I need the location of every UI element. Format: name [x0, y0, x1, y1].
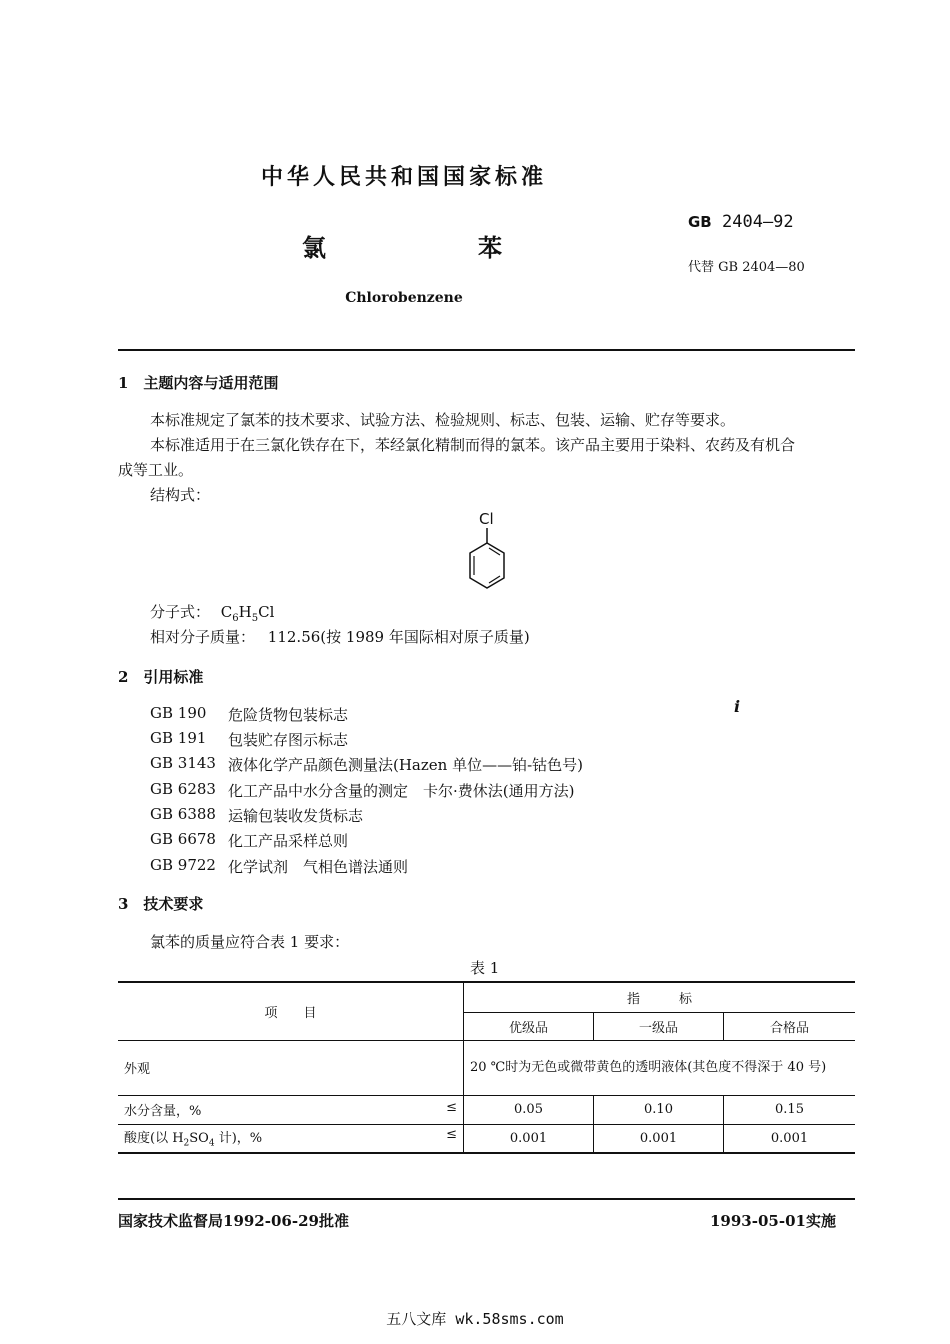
hexagon: [470, 543, 504, 588]
col-index-header: 指 标: [464, 982, 856, 1012]
header-rule: [118, 349, 855, 351]
footer-rule: [118, 1198, 855, 1200]
replaces-note: 代替 GB 2404—80: [688, 260, 805, 275]
title-en: Chlorobenzene: [345, 290, 463, 306]
le-symbol: ≤: [446, 1127, 457, 1143]
standard-title: 中华人民共和国国家标准: [260, 164, 547, 190]
table-caption: 表 1: [470, 959, 500, 977]
approval-note: 国家技术监督局1992-06-29批准: [118, 1212, 349, 1230]
item-water-label: 水分含量，%: [124, 1104, 202, 1119]
water-premium: 0.05: [464, 1095, 594, 1124]
gb-number: 2404—92: [722, 212, 794, 232]
quality-table: [118, 981, 855, 1154]
acidity-premium: 0.001: [464, 1124, 594, 1153]
benzene-ring-diagram: [462, 528, 512, 598]
acidity-first: 0.001: [594, 1124, 724, 1153]
ref-title: 运输包装收发货标志: [228, 807, 364, 825]
table-row: [118, 1040, 855, 1095]
table-row: [118, 1095, 855, 1124]
ref-title: 化学试剂 气相色谱法通则: [228, 858, 409, 876]
mass-value: 112.56(按 1989 年国际相对原子质量): [267, 628, 530, 646]
ref-title: 危险货物包装标志: [228, 706, 349, 724]
mass-label: 相对分子质量：: [150, 628, 256, 646]
formula-value: $C_6H_5Cl$: [220, 603, 275, 624]
section3-intro: 氯苯的质量应符合表 1 要求：: [150, 933, 350, 951]
col-item-header: 项 目: [118, 982, 464, 1040]
structure-label: 结构式：: [150, 486, 211, 504]
ref-title: 化工产品采样总则: [228, 832, 349, 850]
ref-code: GB 190: [150, 704, 207, 722]
ref-title: 化工产品中水分含量的测定 卡尔·费休法(通用方法): [228, 782, 575, 800]
item-acidity: [118, 1124, 464, 1153]
formula-label: 分子式：: [150, 603, 211, 621]
ref-code: GB 3143: [150, 754, 216, 772]
title-cn-char-1: 氯: [302, 233, 326, 262]
item-water: [118, 1095, 464, 1124]
relative-mass: [150, 625, 530, 650]
ref-code: GB 6283: [150, 780, 216, 798]
ref-code: GB 6388: [150, 805, 216, 823]
grade-premium: 优级品: [464, 1012, 594, 1040]
effective-date: 1993-05-01实施: [710, 1212, 836, 1230]
grade-first: 一级品: [594, 1012, 724, 1040]
ref-title: 液体化学产品颜色测量法(Hazen 单位——铂-钴色号): [228, 756, 584, 774]
section3-heading: 3 技术要求: [118, 895, 204, 913]
gb-prefix: GB: [688, 213, 712, 231]
ref-code: GB 191: [150, 729, 207, 747]
grade-qualified: 合格品: [724, 1012, 856, 1040]
item-appearance: 外观: [118, 1040, 464, 1095]
section1-heading: 1 主题内容与适用范围: [118, 374, 279, 392]
section2-heading: 2 引用标准: [118, 668, 204, 686]
le-symbol: ≤: [446, 1100, 457, 1115]
table-header-row: [118, 982, 855, 1012]
structure-atom-cl: Cl: [479, 510, 494, 528]
acidity-qualified: 0.001: [724, 1124, 856, 1153]
appearance-value: 20 ℃时为无色或微带黄色的透明液体(其色度不得深于 40 号): [464, 1040, 856, 1095]
gb-code: [688, 212, 794, 232]
section1-para2-line1: 本标准适用于在三氯化铁存在下，苯经氯化精制而得的氯苯。该产品主要用于染料、农药及有机合: [150, 436, 796, 454]
section1-para2-line2: 成等工业。: [118, 461, 194, 479]
water-qualified: 0.15: [724, 1095, 856, 1124]
watermark: 五八文库 wk.58sms.com: [386, 1310, 564, 1328]
ref-code: GB 9722: [150, 856, 216, 874]
section1-para1: 本标准规定了氯苯的技术要求、试验方法、检验规则、标志、包装、运输、贮存等要求。: [150, 411, 736, 429]
water-first: 0.10: [594, 1095, 724, 1124]
title-cn-char-2: 苯: [478, 233, 502, 262]
item-acidity-label: 酸度(以 $H_2SO_4$ 计)，%: [124, 1131, 263, 1150]
table-row: [118, 1124, 855, 1153]
stray-mark: i: [734, 697, 741, 716]
ref-code: GB 6678: [150, 830, 216, 848]
ref-title: 包装贮存图示标志: [228, 731, 349, 749]
